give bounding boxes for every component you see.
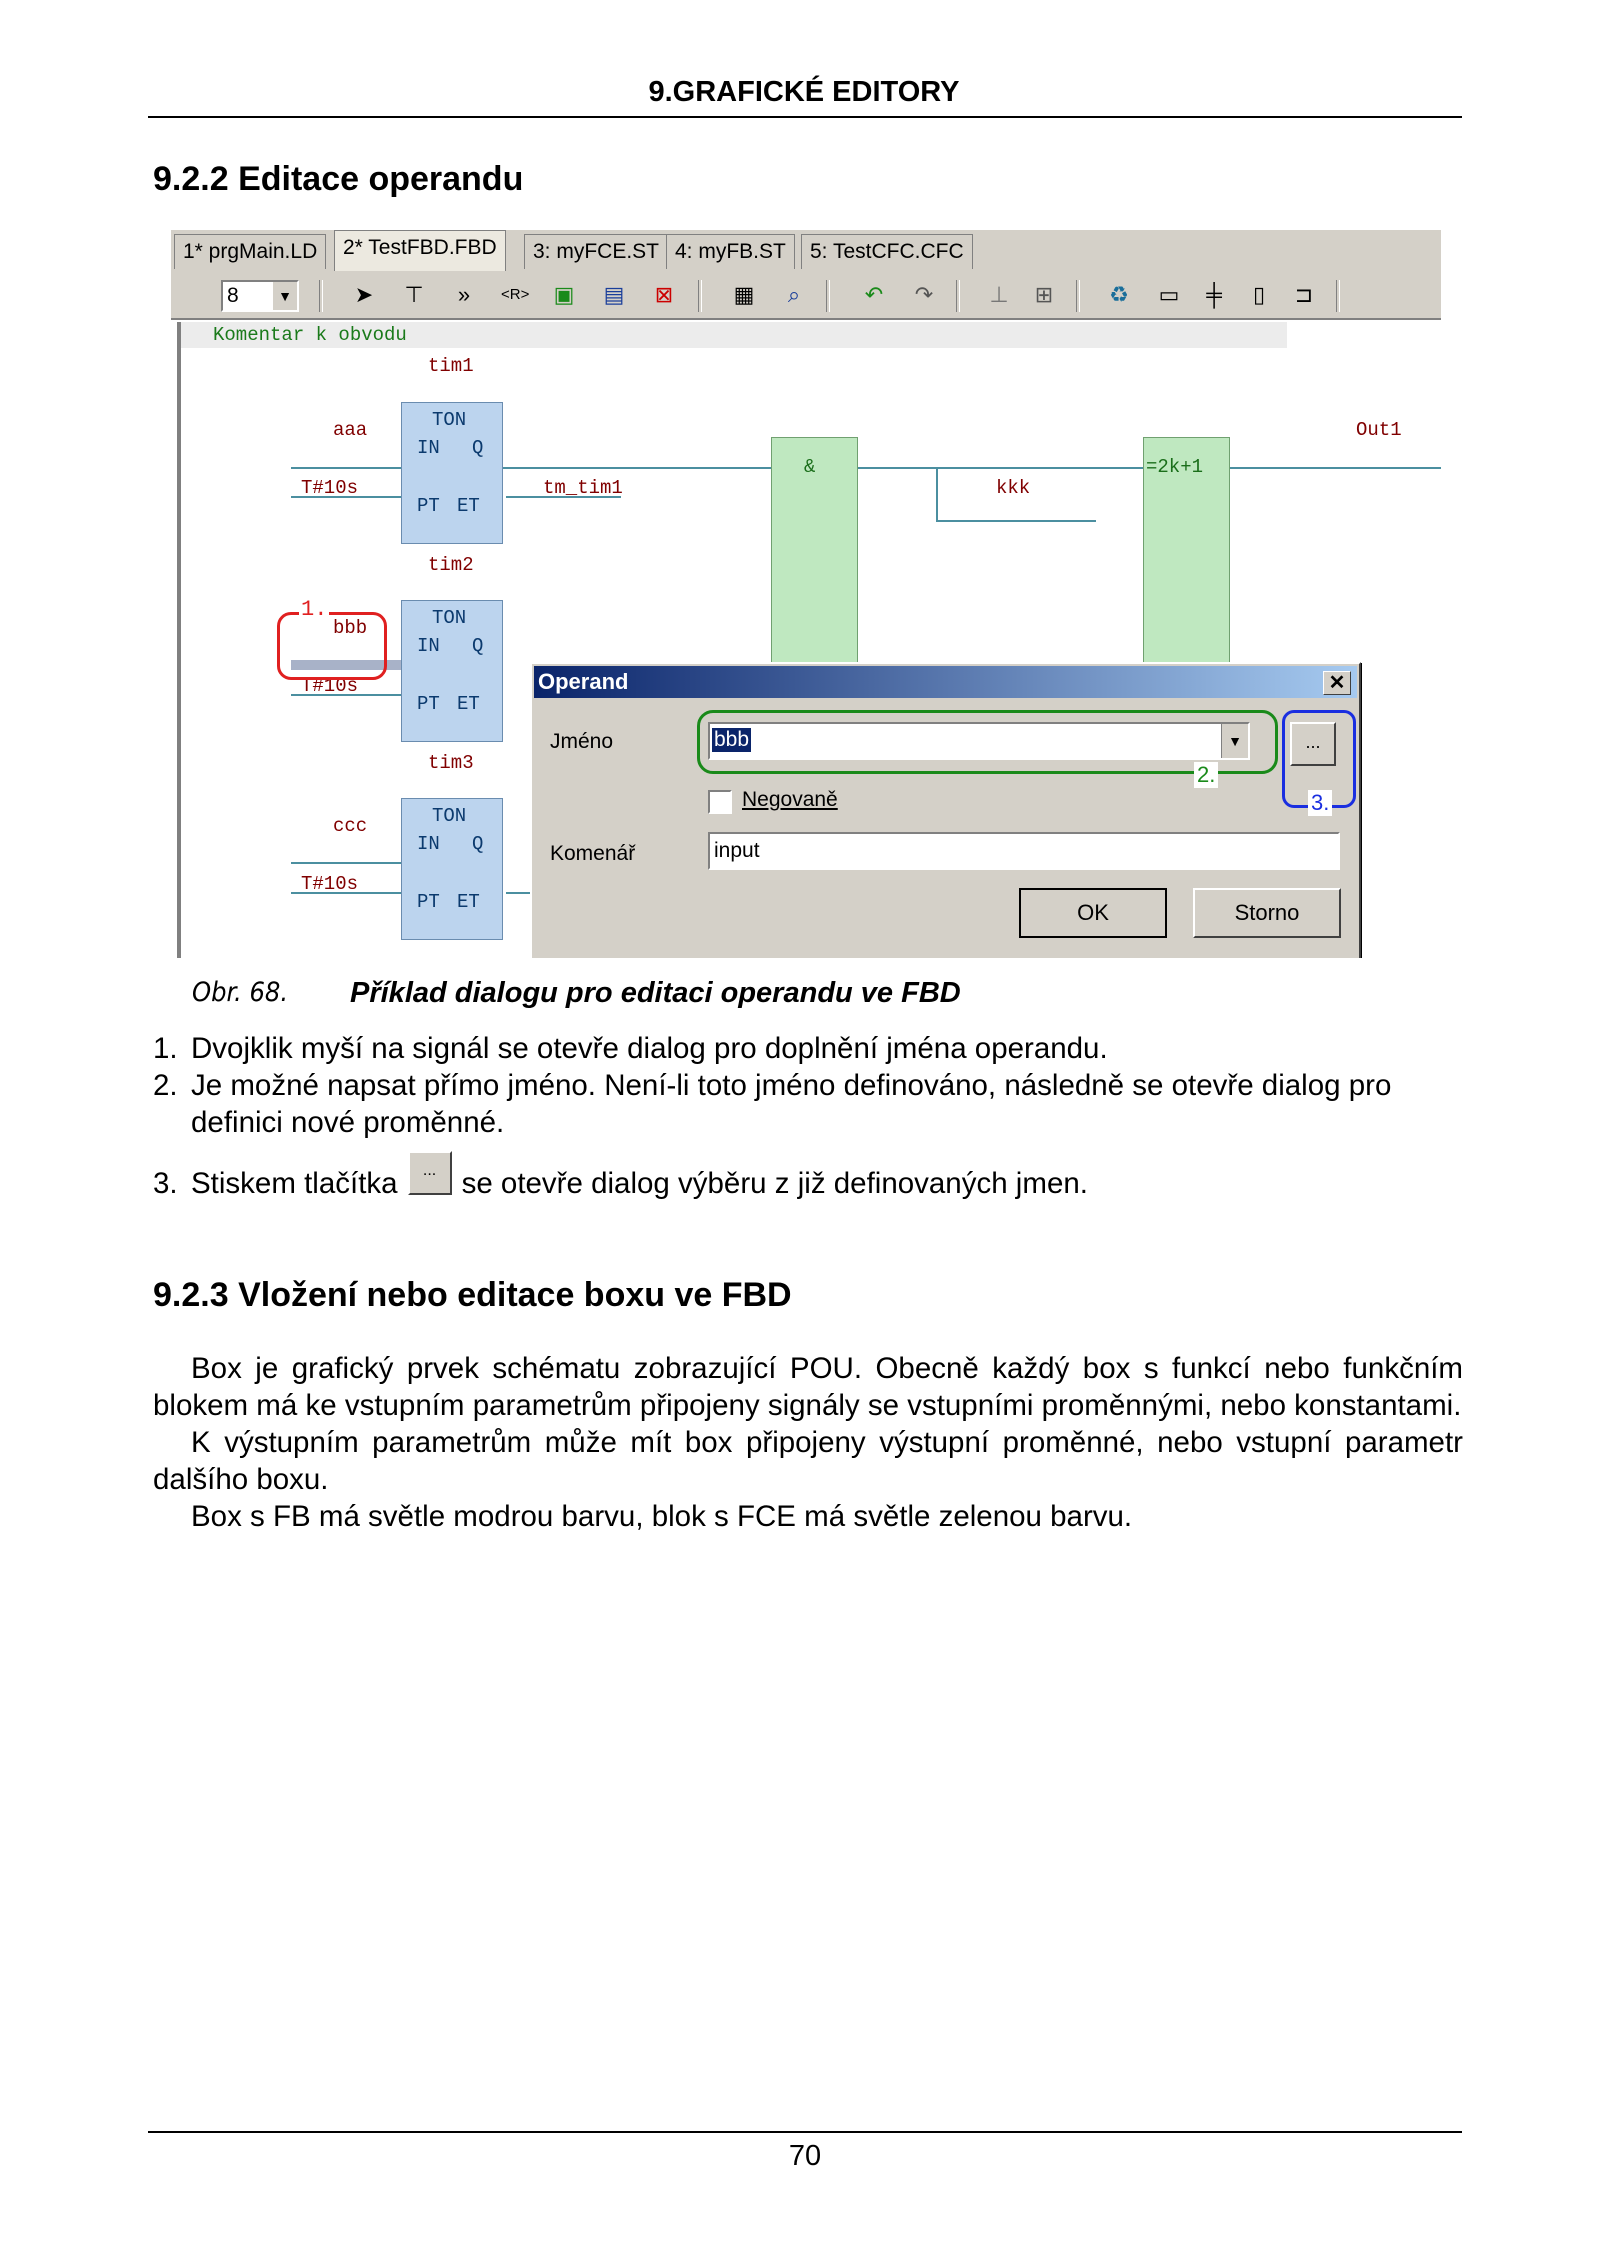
ton-block-tim2[interactable] [401, 600, 503, 742]
block-type: =2k+1 [1146, 456, 1204, 478]
toolbar-separator [956, 280, 960, 312]
block-icon[interactable]: ▯ [1252, 282, 1266, 307]
operand-dialog [530, 662, 1361, 958]
ton-block-tim1[interactable] [401, 402, 503, 544]
signal-label-bbb[interactable]: bbb [333, 617, 368, 639]
box-blue-icon[interactable]: ▤ [603, 282, 625, 307]
toolbar-separator [698, 280, 702, 312]
pin-label: Q [472, 437, 484, 459]
redo-icon[interactable]: ↷ [914, 282, 934, 307]
comment-value: input [714, 839, 760, 862]
wire [936, 467, 938, 522]
name-input-value[interactable]: bbb [714, 728, 750, 751]
tab-prgmain[interactable]: 1* prgMain.LD [174, 234, 326, 269]
close-icon[interactable]: ✕ [1323, 671, 1351, 695]
box-green-icon[interactable]: ▣ [553, 282, 575, 307]
paragraph: Box s FB má světle modrou barvu, blok s FCE má světle zelenou barvu. [191, 1500, 1133, 1533]
block-type: TON [432, 607, 467, 629]
wire [291, 862, 401, 864]
list-text: se otevře dialog výběru z již definovaných jmen. [461, 1166, 1088, 1200]
section-title-2: 9.2.3 Vložení nebo editace boxu ve FBD [153, 1276, 792, 1314]
pin-label: PT [417, 693, 440, 715]
signal-label[interactable]: T#10s [301, 873, 359, 895]
pointer-icon[interactable]: ➤ [354, 282, 374, 307]
list-item [153, 1067, 1463, 1141]
tab-testcfc[interactable]: 5: TestCFC.CFC [801, 234, 973, 269]
paragraph: K výstupním parametrům může mít box připojeny výstupní proměnné, nebo vstupní parametr dalšího boxu. [153, 1426, 1463, 1496]
marker-1-label: 1. [301, 597, 328, 622]
pin-label: IN [417, 635, 440, 657]
jump-icon[interactable]: » [457, 282, 471, 307]
window-icon[interactable]: ▭ [1158, 282, 1180, 307]
list-number: 3. [153, 1166, 178, 1200]
footer-rule [148, 2131, 1462, 2133]
name-label: Jméno [550, 730, 614, 753]
section-body [153, 1350, 1463, 1535]
pin-label: Q [472, 635, 484, 657]
fbd-canvas [177, 322, 1441, 958]
list-number: 2. [153, 1069, 178, 1102]
tab-myfce[interactable]: 3: myFCE.ST [524, 234, 668, 269]
marker-1-circle [277, 612, 387, 680]
section-title: 9.2.2 Editace operandu [153, 160, 524, 198]
block-instance-name[interactable]: tim1 [428, 355, 474, 377]
signal-label[interactable]: T#10s [301, 675, 359, 697]
pin-label: IN [417, 437, 440, 459]
marker-2-outline [697, 710, 1278, 774]
figure-caption: Příklad dialogu pro editaci operandu ve FBD [350, 977, 961, 1009]
align-icon[interactable]: ⊥ [989, 282, 1009, 307]
list-number: 1. [153, 1032, 178, 1065]
toolbar-separator [319, 280, 323, 312]
dialog-title: Operand [538, 669, 629, 694]
chevron-down-icon[interactable]: ▼ [1221, 724, 1248, 758]
distribute-icon[interactable]: ⊞ [1034, 282, 1054, 307]
marker-3-label: 3. [1308, 790, 1332, 816]
network-comment: Komentar k obvodu [213, 324, 407, 346]
undo-icon[interactable]: ↶ [864, 282, 884, 307]
list-item [153, 1161, 1463, 1205]
list-text: Dvojklik myší na signál se otevře dialog pro doplnění jména operandu. [191, 1032, 1108, 1065]
cancel-button[interactable]: Storno [1193, 888, 1341, 938]
wire-icon[interactable]: ⊤ [404, 282, 424, 307]
zoom-select[interactable] [221, 280, 299, 312]
block-instance-name[interactable]: tim3 [428, 752, 474, 774]
comment-label: Komenář [550, 842, 636, 865]
browse-button-inline: ... [408, 1151, 452, 1195]
output-label[interactable]: Out1 [1356, 419, 1402, 441]
list-text: Stiskem tlačítka [191, 1166, 398, 1200]
negated-label: Negovaně [742, 788, 838, 811]
zoom-value: 8 [227, 284, 239, 307]
figure-label: Obr. 68. [192, 977, 289, 1008]
toolbar-separator [826, 280, 830, 312]
properties-icon[interactable]: ▦ [733, 282, 755, 307]
tab-myfb[interactable]: 4: myFB.ST [666, 234, 795, 269]
delete-box-icon[interactable]: ⊠ [654, 282, 674, 307]
block-instance-name[interactable]: tim2 [428, 554, 474, 576]
recycle-icon[interactable]: ♻ [1109, 282, 1129, 307]
paragraph: Box je grafický prvek schématu zobrazující POU. Obecně každý box s funkcí nebo funkčním blokem má ke vstupním parametrům připojeny signály se vstupními proměnnými, nebo konstantami. [153, 1352, 1463, 1422]
pin-label: PT [417, 891, 440, 913]
signal-label[interactable]: tm_tim1 [543, 477, 623, 499]
pin-label: Q [472, 833, 484, 855]
negated-checkbox[interactable] [708, 790, 732, 814]
browse-button[interactable]: ... [1290, 722, 1336, 766]
ok-button[interactable]: OK [1019, 888, 1167, 938]
pin-label: ET [457, 693, 480, 715]
header-rule [148, 116, 1462, 118]
wire [936, 520, 1096, 522]
toolbar-separator [1076, 280, 1080, 312]
chevron-down-icon[interactable]: ▼ [273, 282, 297, 310]
signal-label[interactable]: ccc [333, 815, 368, 837]
signal-label[interactable]: kkk [996, 477, 1031, 499]
block-type: & [804, 456, 816, 478]
editor-tab-bar [171, 230, 1441, 273]
pin-icon[interactable]: ⊐ [1294, 282, 1314, 307]
grid-icon[interactable]: ╪ [1206, 282, 1222, 307]
editor-toolbar [171, 272, 1441, 320]
pin-label: ET [457, 495, 480, 517]
pin-label: ET [457, 891, 480, 913]
pin-label: PT [417, 495, 440, 517]
pin-label: IN [417, 833, 440, 855]
comment-field[interactable] [708, 832, 1340, 870]
dialog-titlebar [534, 666, 1357, 698]
return-icon[interactable]: <R> [501, 286, 530, 303]
ton-block-tim3[interactable] [401, 798, 503, 940]
block-type: TON [432, 805, 467, 827]
toolbar-separator [1336, 280, 1340, 312]
signal-label[interactable]: T#10s [301, 477, 359, 499]
find-icon[interactable]: ⌕ [787, 282, 801, 307]
list-text: Je možné napsat přímo jméno. Není-li toto jméno definováno, následně se otevře dialog pro definici nové proměnné. [191, 1069, 1392, 1139]
tab-testfbd[interactable]: 2* TestFBD.FBD [334, 230, 506, 271]
running-header: 9.GRAFICKÉ EDITORY [648, 76, 960, 108]
marker-2-label: 2. [1194, 762, 1218, 788]
instruction-list [153, 1030, 1463, 1205]
block-type: TON [432, 409, 467, 431]
list-item [153, 1030, 1463, 1067]
signal-label[interactable]: aaa [333, 419, 368, 441]
fbd-editor-screenshot [171, 230, 1441, 958]
page-number: 70 [788, 2140, 822, 2172]
